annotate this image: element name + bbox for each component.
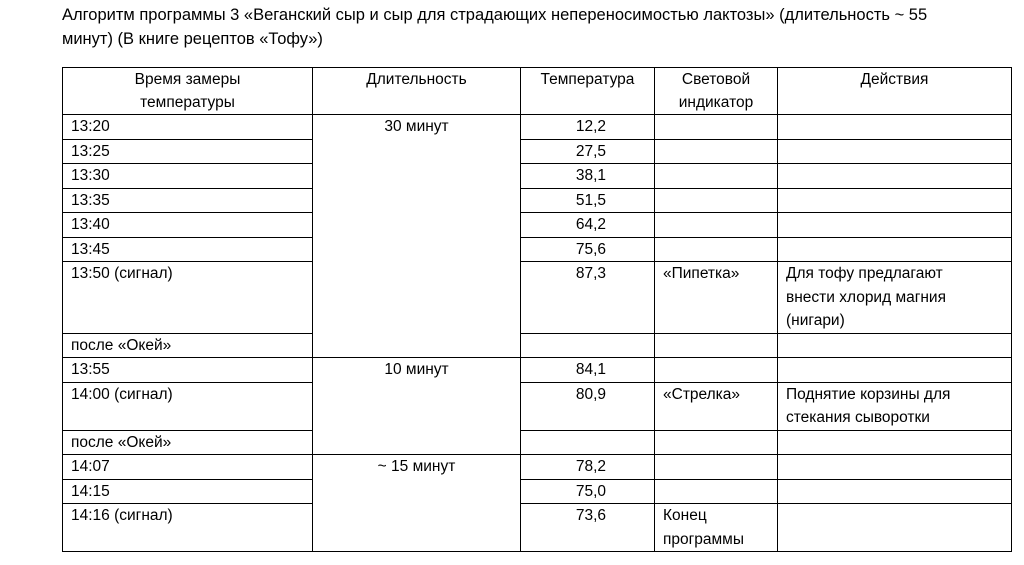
- action-cell: [778, 188, 1012, 213]
- temperature-cell: 51,5: [521, 188, 655, 213]
- indicator-cell: [655, 188, 778, 213]
- time-cell: 14:00 (сигнал): [63, 382, 313, 430]
- temperature-cell: 27,5: [521, 139, 655, 164]
- action-cell: [778, 237, 1012, 262]
- action-cell: [778, 430, 1012, 455]
- temperature-cell: 12,2: [521, 115, 655, 140]
- time-cell: 13:20: [63, 115, 313, 140]
- header-duration: Длительность: [313, 68, 521, 115]
- temperature-cell: 80,9: [521, 382, 655, 430]
- temperature-cell: 78,2: [521, 455, 655, 480]
- action-cell: [778, 504, 1012, 552]
- indicator-cell: [655, 479, 778, 504]
- indicator-cell: [655, 333, 778, 358]
- table-row: [63, 358, 1012, 383]
- time-cell: 13:50 (сигнал): [63, 262, 313, 334]
- table-row: [63, 479, 1012, 504]
- indicator-cell: [655, 115, 778, 140]
- indicator-cell: [655, 358, 778, 383]
- action-cell: Для тофу предлагают внести хлорид магния (нигари): [778, 262, 1012, 334]
- temperature-cell: 38,1: [521, 164, 655, 189]
- table-row: [63, 455, 1012, 480]
- table-row: [63, 333, 1012, 358]
- indicator-cell: [655, 139, 778, 164]
- temperature-cell: 75,0: [521, 479, 655, 504]
- time-cell: 13:25: [63, 139, 313, 164]
- action-cell: [778, 115, 1012, 140]
- temperature-cell: 84,1: [521, 358, 655, 383]
- indicator-cell: [655, 164, 778, 189]
- time-cell: после «Окей»: [63, 333, 313, 358]
- time-cell: 13:30: [63, 164, 313, 189]
- indicator-cell: [655, 430, 778, 455]
- indicator-cell: [655, 455, 778, 480]
- action-cell: [778, 358, 1012, 383]
- action-cell: [778, 164, 1012, 189]
- table-row: [63, 139, 1012, 164]
- indicator-cell: [655, 213, 778, 238]
- table-row: [63, 213, 1012, 238]
- header-row: [63, 68, 1012, 115]
- header-temperature: Температура: [521, 68, 655, 115]
- table-row: [63, 188, 1012, 213]
- action-cell: Поднятие корзины для стекания сыворотки: [778, 382, 1012, 430]
- temperature-cell: [521, 430, 655, 455]
- indicator-cell: «Стрелка»: [655, 382, 778, 430]
- temperature-cell: [521, 333, 655, 358]
- program-table: [62, 67, 1012, 552]
- header-actions: Действия: [778, 68, 1012, 115]
- time-cell: 13:45: [63, 237, 313, 262]
- time-cell: 14:16 (сигнал): [63, 504, 313, 552]
- table-row: [63, 237, 1012, 262]
- table-row: [63, 262, 1012, 334]
- action-cell: [778, 213, 1012, 238]
- indicator-cell: «Пипетка»: [655, 262, 778, 334]
- duration-cell: ~ 15 минут: [313, 455, 521, 552]
- action-cell: [778, 455, 1012, 480]
- header-time: Время замеры температуры: [63, 68, 313, 115]
- temperature-cell: 73,6: [521, 504, 655, 552]
- temperature-cell: 87,3: [521, 262, 655, 334]
- time-cell: 14:15: [63, 479, 313, 504]
- action-cell: [778, 479, 1012, 504]
- time-cell: 13:40: [63, 213, 313, 238]
- table-row: [63, 430, 1012, 455]
- duration-cell: 10 минут: [313, 358, 521, 455]
- table-row: [63, 382, 1012, 430]
- action-cell: [778, 139, 1012, 164]
- time-cell: 14:07: [63, 455, 313, 480]
- temperature-cell: 64,2: [521, 213, 655, 238]
- duration-cell: 30 минут: [313, 115, 521, 358]
- time-cell: после «Окей»: [63, 430, 313, 455]
- document-title: Алгоритм программы 3 «Веганский сыр и сыр для страдающих непереносимостью лактозы» (длительность ~ 55 минут) (В книге рецептов «Тофу»): [62, 6, 928, 48]
- time-cell: 13:35: [63, 188, 313, 213]
- action-cell: [778, 333, 1012, 358]
- indicator-cell: Конец программы: [655, 504, 778, 552]
- header-indicator: Световой индикатор: [655, 68, 778, 115]
- table-row: [63, 115, 1012, 140]
- temperature-cell: 75,6: [521, 237, 655, 262]
- indicator-cell: [655, 237, 778, 262]
- table-row: [63, 164, 1012, 189]
- time-cell: 13:55: [63, 358, 313, 383]
- table-row: [63, 504, 1012, 552]
